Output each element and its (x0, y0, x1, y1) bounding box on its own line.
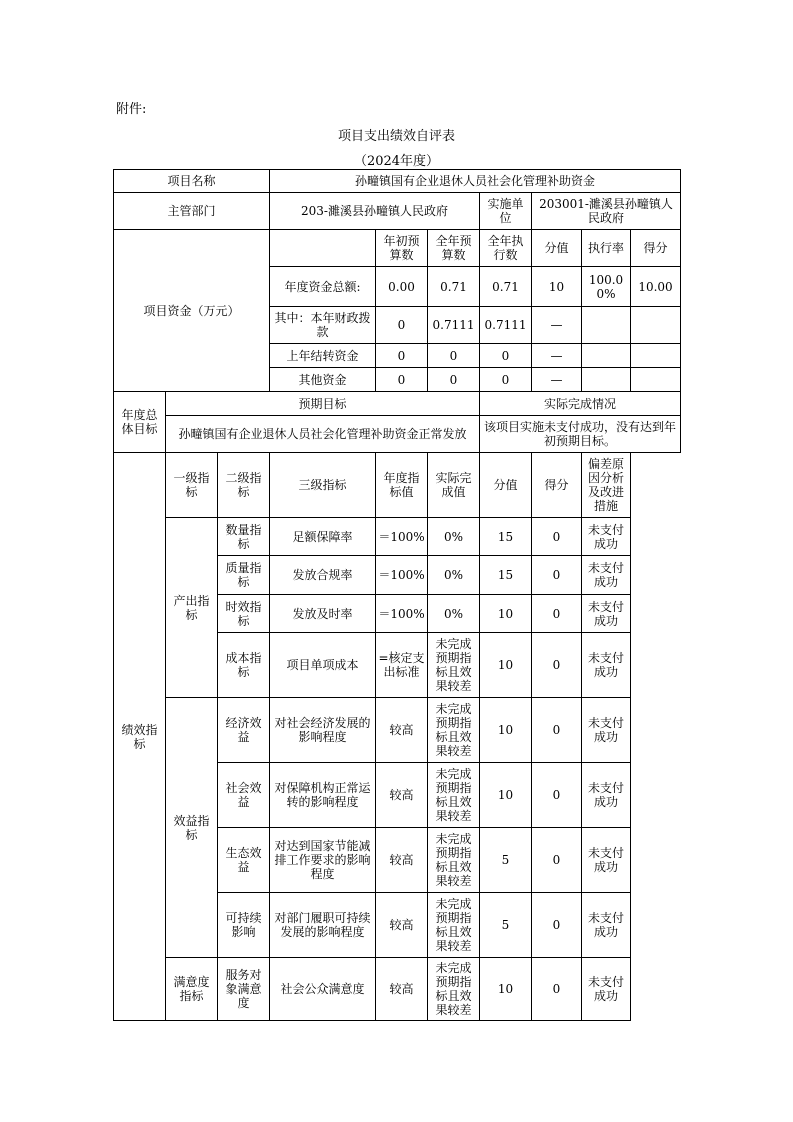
funds-cell: 0 (480, 368, 532, 392)
indicator-l2: 数量指标 (218, 518, 270, 556)
indicator-target: 较高 (376, 828, 428, 893)
indicator-header: 三级指标 (270, 453, 376, 518)
funds-header: 年初预算数 (376, 230, 428, 267)
indicator-l2: 成本指标 (218, 633, 270, 698)
project-name-row (114, 170, 681, 193)
indicator-reason: 未支付成功 (582, 958, 631, 1021)
indicator-target: ＝100% (376, 595, 428, 633)
funds-header: 得分 (631, 230, 681, 267)
indicator-actual: 未完成预期指标且效果较差 (428, 633, 480, 698)
dept-label: 主管部门 (114, 193, 270, 230)
funds-header: 全年预算数 (428, 230, 480, 267)
indicator-score: 10 (480, 633, 532, 698)
indicator-target: =核定支出标准 (376, 633, 428, 698)
funds-header: 分值 (532, 230, 582, 267)
funds-row-label: 其中：本年财政拨款 (270, 307, 376, 344)
actual-goal-header: 实际完成情况 (480, 392, 681, 416)
funds-header-blank (270, 230, 376, 267)
attachment-label: 附件: (116, 102, 147, 117)
funds-cell: — (532, 344, 582, 368)
indicator-l3: 发放及时率 (270, 595, 376, 633)
indicator-row (114, 698, 681, 763)
indicator-l3: 对达到国家节能减排工作要求的影响程度 (270, 828, 376, 893)
funds-cell: 0.00 (376, 267, 428, 307)
funds-cell: 10 (532, 267, 582, 307)
indicator-score: 5 (480, 828, 532, 893)
indicator-got: 0 (532, 633, 582, 698)
indicator-l3: 发放合规率 (270, 556, 376, 595)
indicator-row (114, 958, 681, 1021)
indicator-l2: 服务对象满意度 (218, 958, 270, 1021)
funds-cell (582, 307, 631, 344)
indicator-reason: 未支付成功 (582, 763, 631, 828)
funds-cell: 0 (480, 344, 532, 368)
indicator-score: 5 (480, 893, 532, 958)
level1-satisfaction: 满意度指标 (166, 958, 218, 1021)
indicator-actual: 未完成预期指标且效果较差 (428, 698, 480, 763)
expected-goal: 孙疃镇国有企业退休人员社会化管理补助资金正常发放 (166, 416, 480, 453)
indicator-actual: 0% (428, 556, 480, 595)
funds-header: 全年执行数 (480, 230, 532, 267)
year-subtitle: （2024年度） (353, 154, 440, 169)
indicator-actual: 0% (428, 518, 480, 556)
indicator-l2: 时效指标 (218, 595, 270, 633)
indicator-target: ＝100% (376, 518, 428, 556)
funds-cell: 10.00 (631, 267, 681, 307)
indicator-reason: 未支付成功 (582, 893, 631, 958)
indicator-l2: 经济效益 (218, 698, 270, 763)
indicator-l2: 可持续影响 (218, 893, 270, 958)
funds-row-label: 年度资金总额: (270, 267, 376, 307)
funds-cell: 0 (376, 368, 428, 392)
indicator-target: 较高 (376, 958, 428, 1021)
indicator-target: ＝100% (376, 556, 428, 595)
funds-row-label: 上年结转资金 (270, 344, 376, 368)
level1-output: 产出指标 (166, 518, 218, 698)
funds-cell: 0 (376, 344, 428, 368)
page-title: 项目支出绩效自评表 (337, 129, 455, 144)
indicator-actual: 未完成预期指标且效果较差 (428, 763, 480, 828)
indicator-got: 0 (532, 698, 582, 763)
funds-cell: 0 (376, 307, 428, 344)
indicator-score: 10 (480, 595, 532, 633)
indicator-got: 0 (532, 958, 582, 1021)
indicator-got: 0 (532, 518, 582, 556)
indicator-header: 一级指标 (166, 453, 218, 518)
funds-cell (631, 368, 681, 392)
project-name-label: 项目名称 (114, 170, 270, 193)
indicator-score: 10 (480, 698, 532, 763)
indicator-reason: 未支付成功 (582, 595, 631, 633)
indicator-got: 0 (532, 893, 582, 958)
indicator-l3: 社会公众满意度 (270, 958, 376, 1021)
indicator-l3: 对社会经济发展的影响程度 (270, 698, 376, 763)
funds-cell: 0.7111 (480, 307, 532, 344)
department-row (114, 193, 681, 230)
level1-benefit: 效益指标 (166, 698, 218, 958)
goal-label: 年度总体目标 (114, 392, 166, 453)
indicator-reason: 未支付成功 (582, 698, 631, 763)
indicator-score: 15 (480, 518, 532, 556)
indicator-got: 0 (532, 828, 582, 893)
indicator-reason: 未支付成功 (582, 633, 631, 698)
expected-goal-header: 预期目标 (166, 392, 480, 416)
indicator-actual: 未完成预期指标且效果较差 (428, 958, 480, 1021)
indicator-header: 得分 (532, 453, 582, 518)
indicator-target: 较高 (376, 893, 428, 958)
indicator-header: 年度指标值 (376, 453, 428, 518)
indicator-score: 10 (480, 763, 532, 828)
funds-cell: 0 (428, 344, 480, 368)
indicator-got: 0 (532, 556, 582, 595)
funds-cell: 0.71 (480, 267, 532, 307)
funds-row-label: 其他资金 (270, 368, 376, 392)
actual-goal: 该项目实施未支付成功，没有达到年初预期目标。 (480, 416, 681, 453)
indicator-header: 偏差原因分析及改进措施 (582, 453, 631, 518)
funds-cell (582, 368, 631, 392)
indicator-header: 二级指标 (218, 453, 270, 518)
funds-cell: 100.00% (582, 267, 631, 307)
indicator-actual: 未完成预期指标且效果较差 (428, 893, 480, 958)
funds-cell: — (532, 368, 582, 392)
indicator-reason: 未支付成功 (582, 556, 631, 595)
indicator-score: 10 (480, 958, 532, 1021)
indicator-reason: 未支付成功 (582, 828, 631, 893)
unit-label: 实施单位 (480, 193, 532, 230)
funds-cell: — (532, 307, 582, 344)
indicator-got: 0 (532, 595, 582, 633)
indicator-target: 较高 (376, 698, 428, 763)
funds-cell: 0.71 (428, 267, 480, 307)
indicator-header: 实际完成值 (428, 453, 480, 518)
indicator-header: 分值 (480, 453, 532, 518)
self-evaluation-table (113, 169, 681, 1021)
indicator-reason: 未支付成功 (582, 518, 631, 556)
funds-cell (631, 344, 681, 368)
goal-content-row (114, 416, 681, 453)
indicator-l3: 对部门履职可持续发展的影响程度 (270, 893, 376, 958)
indicator-l2: 社会效益 (218, 763, 270, 828)
unit-value: 203001-濉溪县孙疃镇人民政府 (532, 193, 681, 230)
funds-label: 项目资金（万元） (114, 230, 270, 392)
indicator-l3: 对保障机构正常运转的影响程度 (270, 763, 376, 828)
indicator-got: 0 (532, 763, 582, 828)
indicator-l2: 质量指标 (218, 556, 270, 595)
project-name-value: 孙疃镇国有企业退休人员社会化管理补助资金 (270, 170, 681, 193)
indicator-target: 较高 (376, 763, 428, 828)
indicator-actual: 未完成预期指标且效果较差 (428, 828, 480, 893)
funds-cell (582, 344, 631, 368)
funds-header-row (114, 230, 681, 267)
indicator-actual: 0% (428, 595, 480, 633)
funds-cell (631, 307, 681, 344)
indicator-l3: 项目单项成本 (270, 633, 376, 698)
indicator-l3: 足额保障率 (270, 518, 376, 556)
funds-header: 执行率 (582, 230, 631, 267)
goal-header-row (114, 392, 681, 416)
indicator-row (114, 518, 681, 556)
indicator-l2: 生态效益 (218, 828, 270, 893)
dept-value: 203-濉溪县孙疃镇人民政府 (270, 193, 480, 230)
funds-cell: 0.7111 (428, 307, 480, 344)
funds-cell: 0 (428, 368, 480, 392)
indicators-label: 绩效指标 (114, 453, 166, 1021)
indicator-score: 15 (480, 556, 532, 595)
indicators-header-row (114, 453, 681, 518)
